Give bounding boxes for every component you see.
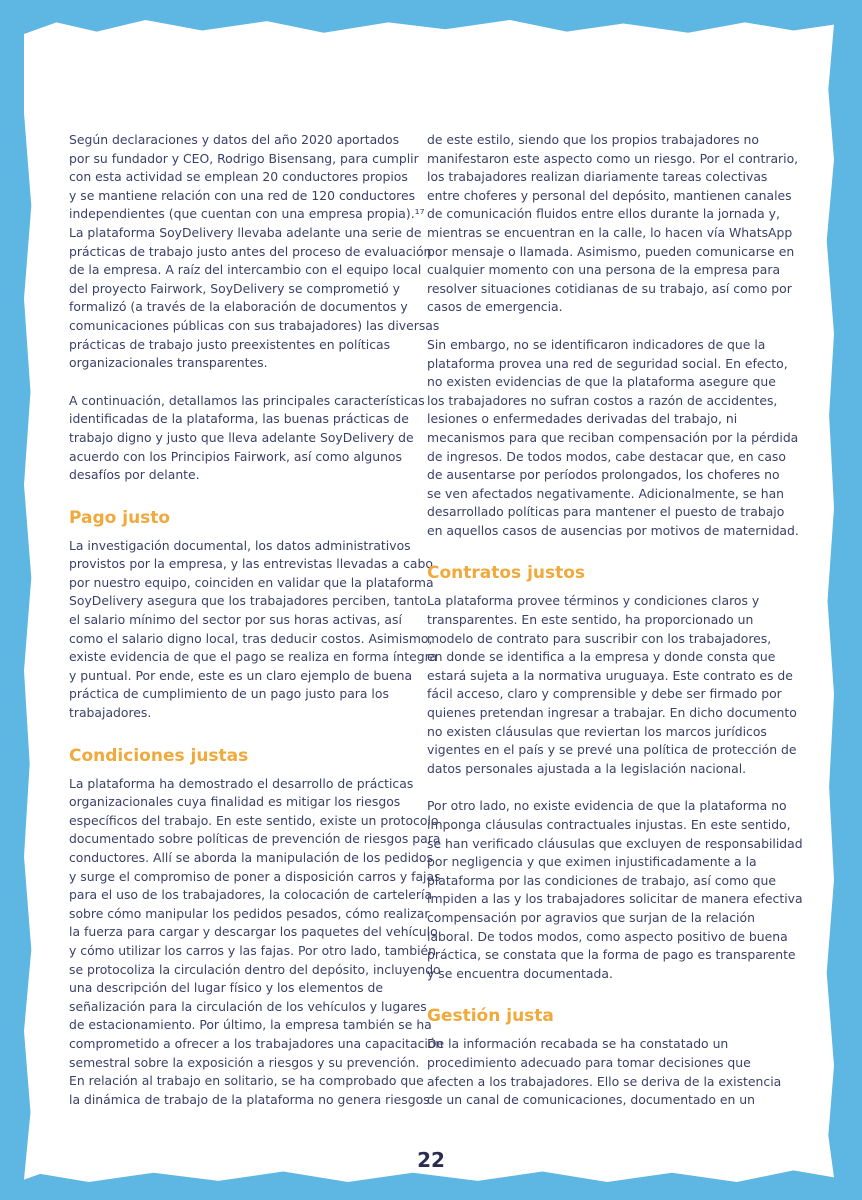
contratos-paragraph-1 bbox=[427, 592, 797, 778]
text-line: estará sujeta a la normativa uruguaya. Este contrato es de bbox=[427, 667, 793, 683]
text-line: fácil acceso, claro y comprensible y debe ser firmado por bbox=[427, 686, 782, 702]
heading-gestion-justa: Gestión justa bbox=[427, 1006, 554, 1027]
text-line: no existen evidencias de que la plataforma asegure que bbox=[427, 374, 776, 390]
text-line: práctica, se constata que la forma de pago es transparente bbox=[427, 947, 796, 963]
intro-paragraph-1 bbox=[69, 131, 440, 373]
text-line: de un canal de comunicaciones, documentado en un bbox=[427, 1092, 756, 1108]
text-line: semestral sobre la exposición a riesgos y su prevención. bbox=[69, 1054, 420, 1070]
text-line: desarrollado políticas para mantener el puesto de trabajo bbox=[427, 504, 785, 520]
text-line: laboral. De todos modos, como aspecto positivo de buena bbox=[427, 928, 788, 944]
text-line: por negligencia y que eximen injustificadamente a la bbox=[427, 854, 757, 870]
text-line: Según declaraciones y datos del año 2020 aportados bbox=[69, 132, 400, 147]
text-line: Sin embargo, no se identificaron indicadores de que la bbox=[427, 336, 766, 352]
text-line: SoyDelivery asegura que los trabajadores perciben, tanto bbox=[69, 593, 427, 609]
text-line: resolver situaciones cotidianas de su trabajo, así como por bbox=[427, 280, 792, 296]
text-line: por su fundador y CEO, Rodrigo Bisensang, para cumplir bbox=[69, 150, 419, 166]
text-line: acuerdo con los Principios Fairwork, así como algunos bbox=[69, 448, 402, 464]
text-line: vigentes en el país y se prevé una política de protección de bbox=[427, 742, 797, 758]
condiciones-paragraph bbox=[69, 775, 444, 1110]
condiciones-continued-paragraph bbox=[427, 131, 799, 317]
text-line: trabajadores. bbox=[69, 705, 152, 721]
text-line: procedimiento adecuado para tomar decisiones que bbox=[427, 1054, 751, 1070]
gestion-paragraph bbox=[427, 1035, 782, 1109]
text-line: del proyecto Fairwork, SoyDelivery se comprometió y bbox=[69, 280, 401, 296]
text-line: plataforma por las condiciones de trabajo, así como que bbox=[427, 872, 777, 888]
text-line: casos de emergencia. bbox=[427, 299, 563, 315]
text-line: La plataforma provee términos y condiciones claros y bbox=[427, 593, 760, 609]
page-number: 22 bbox=[417, 1148, 445, 1172]
text-line: se han verificado cláusulas que excluyen de responsabilidad bbox=[427, 835, 803, 851]
text-line: los trabajadores realizan diariamente tareas colectivas bbox=[427, 169, 768, 185]
text-line: el salario mínimo del sector por sus horas activas, así bbox=[69, 612, 402, 628]
text-line: una descripción del lugar físico y los elementos de bbox=[69, 980, 383, 996]
text-line: desafíos por delante. bbox=[69, 467, 200, 483]
text-line: organizacionales cuya finalidad es mitigar los riesgos bbox=[69, 794, 401, 810]
text-line: transparentes. En este sentido, ha proporcionado un bbox=[427, 612, 754, 628]
text-line: y puntual. Por ende, este es un claro ejemplo de buena bbox=[69, 667, 413, 683]
text-line: de ausentarse por períodos prolongados, los choferes no bbox=[427, 467, 780, 483]
text-line: con esta actividad se emplean 20 conductores propios bbox=[69, 169, 408, 185]
text-line: imponga cláusulas contractuales injustas. En este sentido, bbox=[427, 817, 791, 832]
text-line: lesiones o enfermedades derivadas del trabajo, ni bbox=[427, 411, 738, 427]
text-line: de la empresa. A raíz del intercambio con el equipo local bbox=[69, 262, 422, 278]
text-line: por mensaje o llamada. Asimismo, pueden comunicarse en bbox=[427, 243, 795, 259]
heading-condiciones-justas: Condiciones justas bbox=[69, 745, 249, 766]
text-line: afecten a los trabajadores. Ello se deriva de la existencia bbox=[427, 1073, 782, 1089]
text-line: Por otro lado, no existe evidencia de que la plataforma no bbox=[427, 798, 787, 814]
text-line: prácticas de trabajo justo antes del proceso de evaluación bbox=[69, 243, 432, 259]
text-line: documentado sobre políticas de prevención de riesgos para bbox=[69, 831, 441, 847]
text-line: cualquier momento con una persona de la empresa para bbox=[427, 262, 781, 278]
text-line: de ingresos. De todos modos, cabe destacar que, en caso bbox=[427, 448, 786, 464]
text-line: existe evidencia de que el pago se realiza en forma íntegra bbox=[69, 649, 438, 665]
text-line: identificadas de la plataforma, las buenas prácticas de bbox=[69, 411, 409, 427]
heading-pago-justo: Pago justo bbox=[69, 507, 171, 528]
text-line: como el salario digno local, tras deducir costos. Asimismo, bbox=[69, 630, 433, 646]
text-line: manifestaron este aspecto como un riesgo. Por el contrario, bbox=[427, 150, 799, 166]
text-line: la fuerza para cargar y descargar los paquetes del vehículo bbox=[69, 924, 438, 940]
text-line: organizacionales transparentes. bbox=[69, 355, 268, 371]
text-line: prácticas de trabajo justo preexistentes en políticas bbox=[69, 336, 391, 352]
text-line: para el uso de los trabajadores, la colocación de cartelería bbox=[69, 887, 433, 903]
text-line: por nuestro equipo, coinciden en validar que la plataforma bbox=[69, 574, 434, 590]
text-line: plataforma provea una red de seguridad social. En efecto, bbox=[427, 355, 788, 371]
text-line: y cómo utilizar los carros y las fajas. Por otro lado, también bbox=[69, 942, 437, 958]
text-line: La investigación documental, los datos administrativos bbox=[69, 537, 411, 553]
text-line: formalizó (a través de la elaboración de documentos y bbox=[69, 299, 408, 315]
right-column bbox=[427, 131, 803, 1129]
text-line: se ven afectados negativamente. Adicionalmente, se han bbox=[427, 485, 785, 501]
text-line: La plataforma SoyDelivery llevaba adelante una serie de bbox=[69, 224, 422, 240]
text-line: quienes pretendan ingresar a trabajar. En dicho documento bbox=[427, 705, 797, 721]
text-line: entre choferes y personal del depósito, mantienen canales bbox=[427, 187, 792, 203]
left-column bbox=[69, 131, 444, 1128]
text-line: no existen cláusulas que reviertan los marcos jurídicos bbox=[427, 723, 767, 739]
text-line: trabajo digno y justo que lleva adelante SoyDelivery de bbox=[69, 429, 414, 445]
text-line: se protocoliza la circulación dentro del depósito, incluyendo bbox=[69, 961, 441, 977]
text-line: En relación al trabajo en solitario, se ha comprobado que bbox=[69, 1073, 424, 1089]
text-line: provistos por la empresa, y las entrevistas llevadas a cabo bbox=[69, 556, 433, 572]
text-line: de este estilo, siendo que los propios trabajadores no bbox=[427, 132, 759, 147]
text-line: La plataforma ha demostrado el desarrollo de prácticas bbox=[69, 775, 414, 791]
text-line: De la información recabada se ha constatado un bbox=[427, 1036, 729, 1052]
text-line: modelo de contrato para suscribir con los trabajadores, bbox=[427, 630, 772, 646]
text-line: señalización para la circulación de los vehículos y lugares bbox=[69, 998, 427, 1014]
text-line: en aquellos casos de ausencias por motivos de maternidad. bbox=[427, 522, 799, 538]
contratos-paragraph-2 bbox=[427, 797, 803, 983]
text-line: y se mantiene relación con una red de 120 conductores bbox=[69, 187, 416, 203]
text-line: la dinámica de trabajo de la plataforma no genera riesgos bbox=[69, 1091, 430, 1107]
text-line: sobre cómo manipular los pedidos pesados, cómo realizar bbox=[69, 905, 430, 921]
pago-justo-paragraph bbox=[69, 537, 438, 723]
text-line: en donde se identifica a la empresa y donde consta que bbox=[427, 649, 776, 665]
text-line: A continuación, detallamos las principales características bbox=[69, 392, 425, 408]
text-line: mecanismos para que reciban compensación por la pérdida bbox=[427, 429, 799, 445]
text-line: de comunicación fluidos entre ellos durante la jornada y, bbox=[427, 206, 780, 222]
text-line: compensación por agravios que surjan de la relación bbox=[427, 909, 755, 925]
text-line: comunicaciones públicas con sus trabajadores) las diversas bbox=[69, 317, 440, 333]
text-line: práctica de cumplimiento de un pago justo para los bbox=[69, 686, 389, 702]
text-line: impiden a las y los trabajadores solicitar de manera efectiva bbox=[427, 891, 803, 907]
text-line: de estacionamiento. Por último, la empresa también se ha bbox=[69, 1017, 432, 1033]
heading-contratos-justos: Contratos justos bbox=[427, 563, 586, 584]
text-line: datos personales ajustada a la legislación nacional. bbox=[427, 760, 747, 776]
text-line: independientes (que cuentan con una empresa propia).¹⁷ bbox=[69, 206, 425, 222]
text-line: y se encuentra documentada. bbox=[427, 965, 613, 981]
seguridad-paragraph bbox=[427, 336, 799, 541]
text-line: mientras se encuentran en la calle, lo hacen vía WhatsApp bbox=[427, 224, 793, 240]
text-line: comprometido a ofrecer a los trabajadores una capacitación bbox=[69, 1035, 444, 1051]
text-line: y surge el compromiso de poner a disposición carros y fajas bbox=[69, 868, 441, 884]
intro-paragraph-2 bbox=[69, 392, 425, 485]
text-line: específicos del trabajo. En este sentido, existe un protocolo bbox=[69, 812, 439, 828]
text-line: los trabajadores no sufran costos a razón de accidentes, bbox=[427, 392, 778, 408]
text-line: conductores. Allí se aborda la manipulación de los pedidos bbox=[69, 850, 433, 865]
